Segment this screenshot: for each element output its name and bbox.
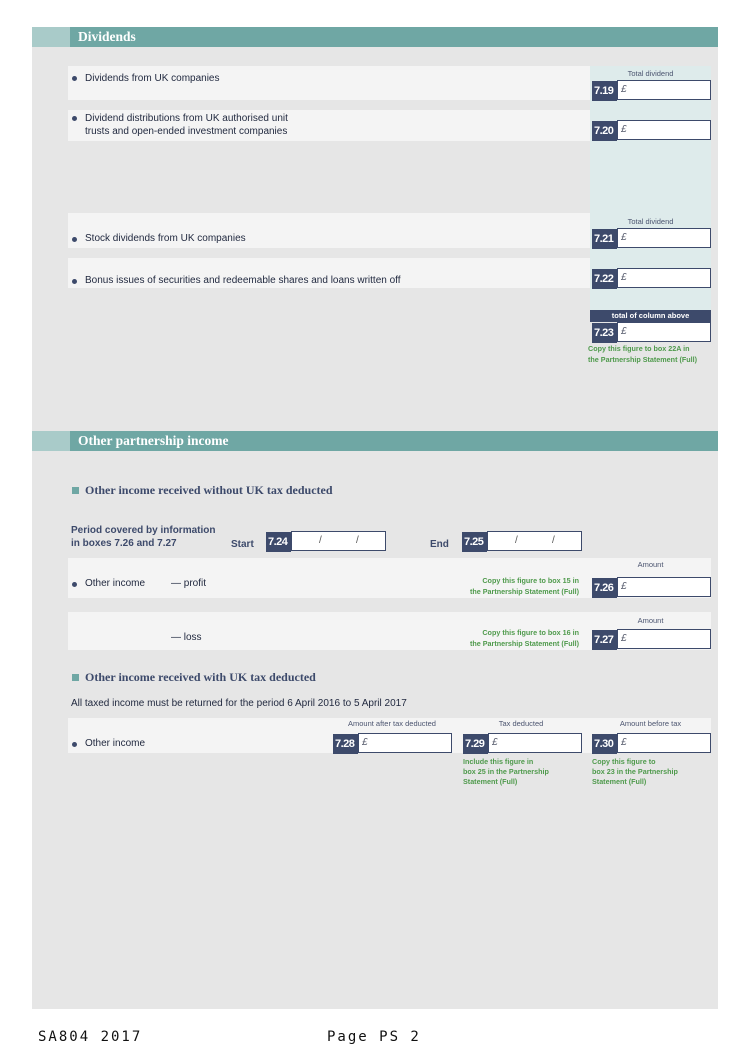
field-7-19[interactable]: £ [617, 80, 711, 100]
start-label: Start [231, 539, 254, 550]
subheading-without-tax: Other income received without UK tax deducted [85, 483, 333, 497]
field-7-20[interactable]: £ [617, 120, 711, 140]
bullet-icon [72, 76, 77, 81]
total-note-line2: the Partnership Statement (Full) [588, 355, 698, 364]
bullet-icon [72, 582, 77, 587]
box-7-21: 7.21 [592, 229, 617, 249]
bullet-icon [72, 116, 77, 121]
field-7-21[interactable]: £ [617, 228, 711, 248]
col-total-dividend-2: Total dividend [627, 217, 674, 226]
dividends-header [32, 27, 718, 47]
tax-note-line1: Include this figure in [463, 757, 534, 766]
box-7-24: 7.24 [266, 532, 291, 552]
label-7-22: Bonus issues of securities and redeemable shares and loans written off [85, 275, 401, 286]
square-bullet-icon [72, 487, 79, 494]
field-7-30[interactable]: £ [617, 733, 711, 753]
field-7-26[interactable]: £ [617, 577, 711, 597]
box-7-19: 7.19 [592, 81, 617, 101]
bullet-icon [72, 742, 77, 747]
col-amount-2: Amount [637, 616, 664, 625]
square-bullet-icon [72, 674, 79, 681]
header-tab [32, 431, 70, 451]
taxed-other-income-label: Other income [85, 738, 146, 749]
loss-note-line1: Copy this figure to box 16 in [482, 628, 579, 637]
dividends-title: Dividends [78, 29, 136, 44]
before-note-line3: Statement (Full) [592, 777, 647, 786]
field-7-28[interactable]: £ [358, 733, 452, 753]
col-amount: Amount [637, 560, 664, 569]
col-tax-deducted: Tax deducted [498, 719, 544, 728]
tax-note-line3: Statement (Full) [463, 777, 518, 786]
date-separator: / [552, 535, 555, 546]
box-7-30: 7.30 [592, 734, 617, 754]
box-7-23: 7.23 [592, 323, 617, 343]
box-7-27: 7.27 [592, 630, 617, 650]
header-tab [32, 27, 70, 47]
start-date-field[interactable] [291, 531, 386, 551]
field-7-29[interactable]: £ [488, 733, 582, 753]
before-note-line1: Copy this figure to [592, 757, 656, 766]
end-date-field[interactable] [487, 531, 582, 551]
date-separator: / [515, 535, 518, 546]
label-7-20-line1: Dividend distributions from UK authorised unit [85, 113, 288, 124]
bullet-icon [72, 279, 77, 284]
other-income-header [32, 431, 718, 451]
label-7-21: Stock dividends from UK companies [85, 233, 246, 244]
before-note-line2: box 23 in the Partnership [592, 767, 678, 776]
total-header: total of column above [590, 310, 711, 322]
field-7-22[interactable]: £ [617, 268, 711, 288]
label-7-19: Dividends from UK companies [85, 73, 220, 84]
box-7-20: 7.20 [592, 121, 617, 141]
field-7-27[interactable]: £ [617, 629, 711, 649]
period-line1: Period covered by information [71, 525, 216, 536]
total-note-line1: Copy this figure to box 22A in [588, 344, 690, 353]
profit-note-line1: Copy this figure to box 15 in [482, 576, 579, 585]
bullet-icon [72, 237, 77, 242]
label-7-20-line2: trusts and open-ended investment companies [85, 126, 288, 137]
other-income-label: Other income [85, 578, 146, 589]
profit-label: — profit [171, 578, 207, 589]
col-after-tax: Amount after tax deducted [348, 719, 436, 728]
col-before-tax: Amount before tax [619, 719, 682, 728]
col-total-dividend: Total dividend [627, 69, 674, 78]
end-label: End [430, 539, 449, 550]
form-reference: SA804 2017 [38, 1029, 143, 1045]
loss-note-line2: the Partnership Statement (Full) [469, 639, 579, 648]
date-separator: / [356, 535, 359, 546]
date-separator: / [319, 535, 322, 546]
field-7-23[interactable]: £ [617, 322, 711, 342]
loss-label: — loss [171, 632, 202, 643]
taxed-period-note: All taxed income must be returned for the period 6 April 2016 to 5 April 2017 [71, 698, 407, 709]
box-7-26: 7.26 [592, 578, 617, 598]
other-income-title: Other partnership income [78, 433, 229, 448]
subheading-with-tax: Other income received with UK tax deducted [85, 670, 316, 684]
box-7-25: 7.25 [462, 532, 487, 552]
box-7-28: 7.28 [333, 734, 358, 754]
page-number: Page PS 2 [327, 1029, 421, 1045]
period-line2: in boxes 7.26 and 7.27 [71, 538, 177, 549]
tax-note-line2: box 25 in the Partnership [463, 767, 549, 776]
box-7-22: 7.22 [592, 269, 617, 289]
profit-note-line2: the Partnership Statement (Full) [469, 587, 579, 596]
box-7-29: 7.29 [463, 734, 488, 754]
